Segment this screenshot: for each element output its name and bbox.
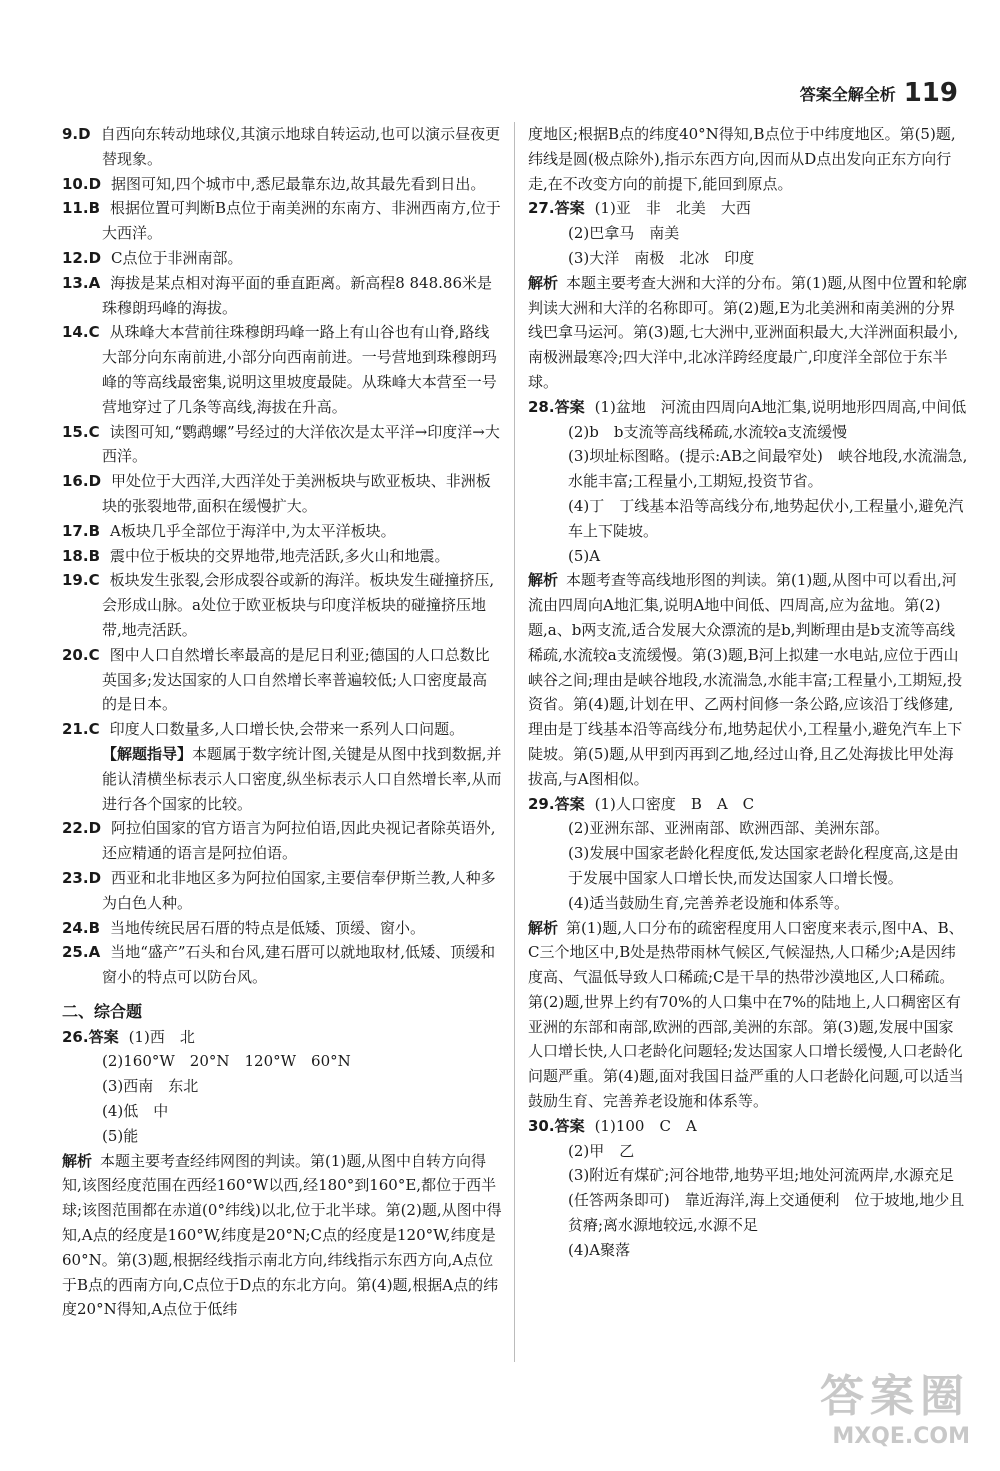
q28-analysis: 本题考查等高线地形图的判读。第(1)题,从图中可以看出,河流由四周向A地汇集,说明A地中间低、四周高,应为盆地。第(2)题,a、b两支流,适合发展大众漂流的是b,判断理由是b支流等高线稀疏,水流较a支流缓慢。第(3)题,B河上拟建一水电站,应位于西山峡谷之间;理由是峡谷地段,水流湍急,水能丰富;工程量小,工期短,投资省。第(4)题,计划在甲、乙两村间修一条公路,应该沿丁线修建,理由是丁线基本沿等高线分布,地势起伏小,工程量小,避免汽车上下陡坡。第(5)题,从甲到丙再到乙地,经过山脊,且乙处海拔比甲处海拔高,与A图相似。 bbox=[528, 571, 963, 788]
answer-number: 14.C bbox=[62, 323, 100, 342]
q26-answer-5: (5)能 bbox=[102, 1126, 139, 1145]
answer-text: 读图可知,“鹦鹉螺”号经过的大洋依次是太平洋→印度洋→大西洋。 bbox=[102, 422, 500, 466]
q30-answer-3: (3)附近有煤矿;河谷地带,地势平坦;地处河流两岸,水源充足(任答两条即可) 靠近海洋,海上交通便利 位于坡地,地少且贫瘠;离水源地较远,水源不足 bbox=[568, 1166, 965, 1235]
answer-text: 根据位置可判断B点位于南美洲的东南方、非洲西南方,位于大西洋。 bbox=[102, 199, 501, 243]
q30-answer-1: (1)100 C A bbox=[594, 1116, 697, 1135]
q29-answer-1: (1)人口密度 B A C bbox=[594, 794, 755, 813]
answer-number: 24.B bbox=[62, 918, 101, 937]
header-title: 答案全解全析 bbox=[799, 84, 896, 104]
q29-block bbox=[528, 792, 968, 1114]
q26-answer-1: (1)西 北 bbox=[128, 1027, 195, 1046]
page-number: 119 bbox=[903, 78, 958, 108]
answer-item bbox=[62, 866, 502, 916]
guide-block bbox=[62, 742, 502, 816]
q28-number: 28.答案 bbox=[528, 397, 585, 416]
q30-number: 30.答案 bbox=[528, 1116, 585, 1135]
q27-answer-1: (1)亚 非 北美 大西 bbox=[594, 199, 751, 218]
q26-analysis-continued: 度地区;根据B点的纬度40°N得知,B点位于中纬度地区。第(5)题,纬线是圆(极点除外),指示东西方向,因而从D点出发向正东方向行走,在不改变方向的前提下,能回到原点。 bbox=[528, 125, 956, 193]
answer-item bbox=[62, 916, 502, 941]
answer-item bbox=[62, 544, 502, 569]
answer-text: 阿拉伯国家的官方语言为阿拉伯语,因此央视记者除英语外,还应精通的语言是阿拉伯语。 bbox=[102, 819, 496, 863]
answer-text: 据图可知,四个城市中,悉尼最靠东边,故其最先看到日出。 bbox=[111, 174, 486, 193]
q27-block bbox=[528, 196, 968, 394]
q29-number: 29.答案 bbox=[528, 794, 585, 813]
q28-answer-5: (5)A bbox=[568, 546, 601, 565]
answer-number: 15.C bbox=[62, 422, 100, 441]
answer-number: 25.A bbox=[62, 943, 101, 962]
answer-item bbox=[62, 246, 502, 271]
answer-number: 17.B bbox=[62, 521, 101, 540]
answer-number: 9.D bbox=[62, 125, 91, 143]
answer-number: 11.B bbox=[62, 199, 101, 218]
q30-answer-4: (4)A聚落 bbox=[568, 1240, 631, 1259]
answer-number: 22.D bbox=[62, 819, 102, 838]
q26-block bbox=[62, 1025, 502, 1323]
answer-item bbox=[62, 469, 502, 519]
answer-item bbox=[62, 717, 502, 742]
q26-answer-3: (3)西南 东北 bbox=[102, 1077, 199, 1096]
answer-list-1 bbox=[62, 122, 502, 742]
answer-number: 16.D bbox=[62, 472, 102, 491]
q27-answer-2: (2)巴拿马 南美 bbox=[568, 224, 680, 243]
q28-block bbox=[528, 395, 968, 792]
guide-label: 【解题指导】 bbox=[102, 744, 193, 763]
q28-answer-4: (4)丁 丁线基本沿等高线分布,地势起伏小,工程量小,避免汽车上下陡坡。 bbox=[568, 496, 964, 540]
answer-text: 板块发生张裂,会形成裂谷或新的海洋。板块发生碰撞挤压,会形成山脉。a处位于欧亚板块与印度洋板块的碰撞挤压地带,地壳活跃。 bbox=[102, 571, 495, 639]
page-header bbox=[800, 78, 958, 108]
answer-number: 13.A bbox=[62, 273, 101, 292]
answer-text: 甲处位于大西洋,大西洋处于美洲板块与欧亚板块、非洲板块的张裂地带,面积在缓慢扩大。 bbox=[102, 472, 491, 515]
q28-analysis-label: 解析 bbox=[528, 571, 559, 590]
answer-item bbox=[62, 643, 502, 717]
answer-text: A板块几乎全部位于海洋中,为太平洋板块。 bbox=[110, 521, 396, 540]
answer-text: 从珠峰大本营前往珠穆朗玛峰一路上有山谷也有山脊,路线大部分向东南前进,小部分向西南前进。一号营地到珠穆朗玛峰的等高线最密集,说明这里坡度最陡。从珠峰大本营至一号营地穿过了几条等高线,海拔在升高。 bbox=[102, 323, 497, 416]
answer-item bbox=[62, 172, 502, 197]
answer-item bbox=[62, 420, 502, 470]
q27-analysis: 本题主要考查大洲和大洋的分布。第(1)题,从图中位置和轮廓判读大洲和大洋的名称即可。第(2)题,E为北美洲和南美洲的分界线巴拿马运河。第(3)题,七大洲中,亚洲面积最大,大洋洲面积最小,南极洲最寒冷;四大洋中,北冰洋跨经度最广,印度洋全部位于东半球。 bbox=[528, 273, 968, 391]
q26-answer-4: (4)低 中 bbox=[102, 1102, 169, 1121]
q30-block bbox=[528, 1114, 968, 1263]
site-watermark bbox=[820, 1360, 970, 1449]
answer-number: 10.D bbox=[62, 174, 102, 193]
q29-answer-4: (4)适当鼓励生育,完善养老设施和体系等。 bbox=[568, 893, 850, 912]
answer-number: 23.D bbox=[62, 868, 102, 887]
guide-text: 本题属于数字统计图,关键是从图中找到数据,并能认清横坐标表示人口密度,纵坐标表示人口自然增长率,从而进行各个国家的比较。 bbox=[102, 744, 502, 813]
left-column bbox=[62, 122, 502, 1322]
q29-analysis-label: 解析 bbox=[528, 918, 559, 937]
answer-text: 震中位于板块的交界地带,地壳活跃,多火山和地震。 bbox=[110, 546, 450, 565]
q26-analysis-label: 解析 bbox=[62, 1151, 93, 1170]
answer-item bbox=[62, 196, 502, 246]
watermark-url: MXQE.COM bbox=[832, 1424, 970, 1449]
answer-item bbox=[62, 816, 502, 866]
answer-text: 自西向东转动地球仪,其演示地球自转运动,也可以演示昼夜更替现象。 bbox=[100, 125, 501, 168]
answer-item bbox=[62, 122, 502, 172]
answer-text: 图中人口自然增长率最高的是尼日利亚;德国的人口总数比英国多;发达国家的人口自然增长率普遍较低;人口密度最高的是日本。 bbox=[102, 645, 490, 714]
q28-answer-1: (1)盆地 河流由四周向A地汇集,说明地形四周高,中间低 bbox=[594, 397, 967, 416]
answer-number: 20.C bbox=[62, 645, 100, 664]
answer-number: 12.D bbox=[62, 248, 102, 267]
watermark-logo-text: 答案圈 bbox=[820, 1371, 970, 1422]
q27-number: 27.答案 bbox=[528, 199, 585, 218]
answer-number: 21.C bbox=[62, 720, 100, 739]
q29-answer-2: (2)亚洲东部、亚洲南部、欧洲西部、美洲东部。 bbox=[568, 819, 890, 838]
q27-answer-3: (3)大洋 南极 北冰 印度 bbox=[568, 248, 755, 267]
answer-list-2 bbox=[62, 816, 502, 990]
answer-number: 18.B bbox=[62, 546, 101, 565]
answer-item bbox=[62, 568, 502, 642]
answer-item bbox=[62, 271, 502, 321]
answer-item bbox=[62, 940, 502, 990]
q30-answer-2: (2)甲 乙 bbox=[568, 1141, 635, 1160]
q27-analysis-label: 解析 bbox=[528, 273, 559, 292]
q26-answer-2: (2)160°W 20°N 120°W 60°N bbox=[102, 1052, 351, 1071]
q26-number: 26.答案 bbox=[62, 1027, 119, 1046]
q28-answer-2: (2)b b支流等高线稀疏,水流较a支流缓慢 bbox=[568, 422, 848, 441]
answer-number: 19.C bbox=[62, 571, 100, 590]
answer-text: 西亚和北非地区多为阿拉伯国家,主要信奉伊斯兰教,人种多为白色人种。 bbox=[102, 868, 496, 912]
q28-answer-3: (3)坝址标图略。(提示:AB之间最窄处) 峡谷地段,水流湍急,水能丰富;工程量小,工期短,投资节省。 bbox=[568, 447, 968, 491]
answer-text: 印度人口数量多,人口增长快,会带来一系列人口问题。 bbox=[109, 720, 465, 739]
answer-text: 海拔是某点相对海平面的垂直距离。新高程8 848.86米是珠穆朗玛峰的海拔。 bbox=[102, 273, 492, 317]
q29-answer-3: (3)发展中国家老龄化程度低,发达国家老龄化程度高,这是由于发展中国家人口增长快,而发达国家人口增长慢。 bbox=[568, 844, 959, 887]
section-title: 二、综合题 bbox=[62, 1001, 143, 1021]
right-column bbox=[528, 122, 968, 1263]
answer-text: 当地传统民居石厝的特点是低矮、顶缓、窗小。 bbox=[110, 918, 426, 937]
q29-analysis: 第(1)题,人口分布的疏密程度用人口密度来表示,图中A、B、C三个地区中,B处是热带雨林气候区,气候湿热,人口稀少;A是因纬度高、气温低导致人口稀疏;C是干旱的热带沙漠地区,人口稀疏。第(2)题,世界上约有70%的人口集中在7%的陆地上,人口稠密区有亚洲的东部和南部,欧洲的西部,美洲的东部。第(3)题,发展中国家人口增长快,人口老龄化问题轻;发达国家人口增长缓慢,人口老龄化问题严重。第(4)题,面对我国日益严重的人口老龄化问题,可以适当鼓励生育、完善养老设施和体系等。 bbox=[528, 918, 964, 1111]
column-divider bbox=[514, 122, 515, 1362]
answer-text: C点位于非洲南部。 bbox=[111, 248, 243, 267]
answer-item bbox=[62, 320, 502, 419]
q26-analysis: 本题主要考查经纬网图的判读。第(1)题,从图中自转方向得知,该图经度范围在西经160°W以西,经180°到160°E,都位于西半球;该图范围都在赤道(0°纬线)以北,位于北半球。第(2)题,从图中得知,A点的经度是160°W,纬度是20°N;C点的经度是120°W,纬度是60°N。第(3)题,根据经线指示南北方向,纬线指示东西方向,A点位于B点的西南方向,C点位于D点的东北方向。第(4)题,根据A点的纬度20°N得知,A点位于低纬 bbox=[62, 1151, 502, 1319]
answer-item bbox=[62, 519, 502, 544]
answer-text: 当地“盛产”石头和台风,建石厝可以就地取材,低矮、顶缓和窗小的特点可以防台风。 bbox=[102, 943, 496, 987]
